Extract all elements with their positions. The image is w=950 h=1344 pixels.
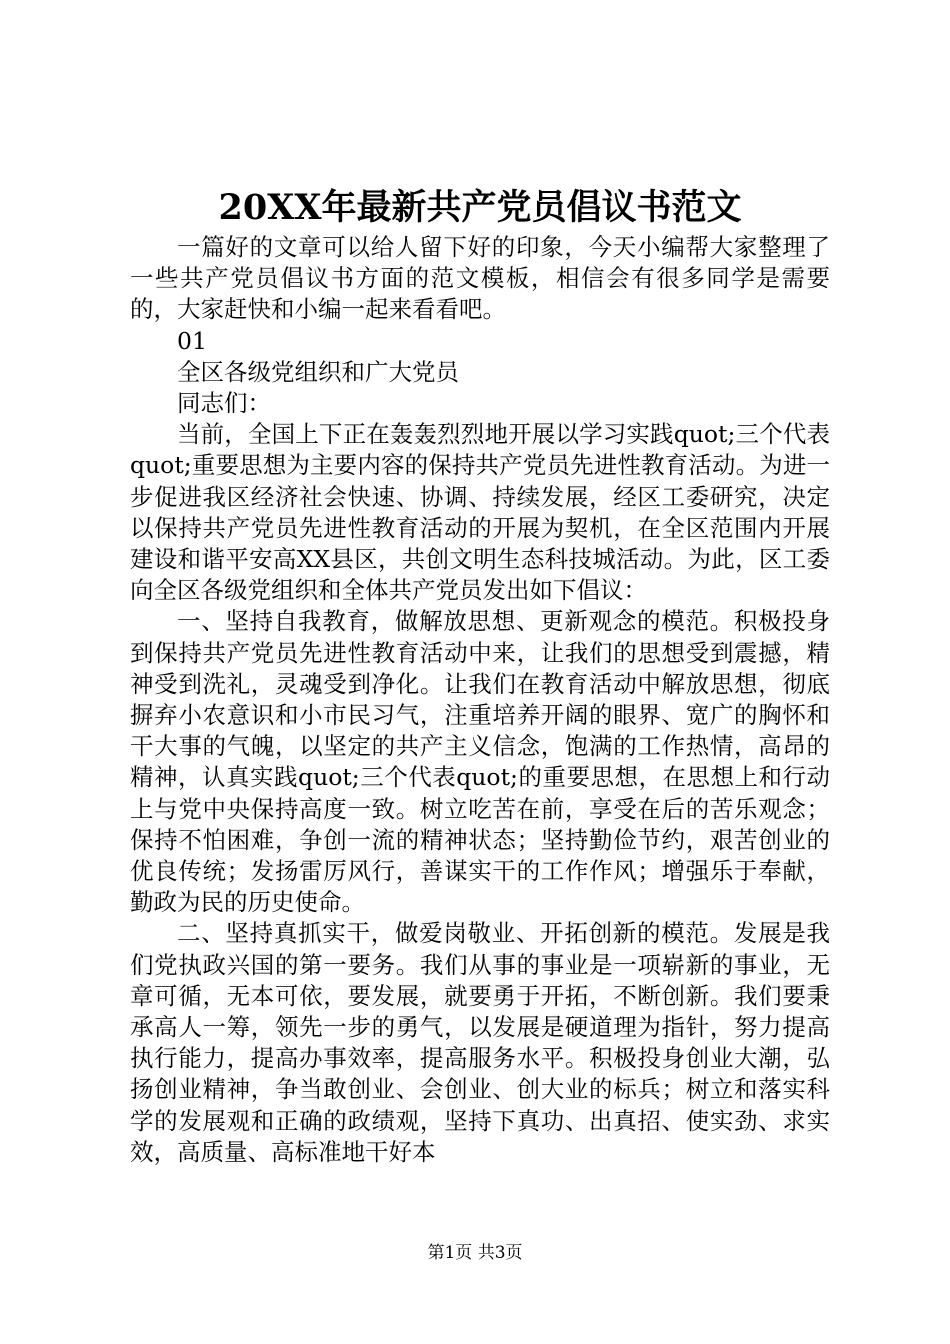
- addressee-line: 全区各级党组织和广大党员: [177, 357, 459, 386]
- intro-paragraph: 一篇好的文章可以给人留下好的印象，今天小编帮大家整理了一些共产党员倡议书方面的范文模板，相信会有很多同学是需要的，大家赶快和小编一起来看看吧。: [130, 233, 830, 324]
- body-paragraph-1: 当前，全国上下正在轰轰烈烈地开展以学习实践quot;三个代表quot;重要思想为主要内容的保持共产党员先进性教育活动。为进一步促进我区经济社会快速、协调、持续发展，经区工委研究，决定以保持共产党员先进性教育活动的开展为契机，在全区范围内开展建设和谐平安高XX县区，共创文明生态科技城活动。为此，区工委向全区各级党组织和全体共产党员发出如下倡议：: [130, 420, 830, 605]
- page-footer: 第1页 共3页: [427, 1243, 523, 1263]
- document-page: [130, 186, 830, 1168]
- document-title: 20XX年最新共产党员倡议书范文: [218, 187, 742, 228]
- body-paragraph-3: 二、坚持真抓实干，做爱岗敬业、开拓创新的模范。发展是我们党执政兴国的第一要务。我们从事的事业是一项崭新的事业，无章可循，无本可依，要发展，就要勇于开拓，不断创新。我们要秉承高人一筹，领先一步的勇气，以发展是硬道理为指针，努力提高执行能力，提高办事效率，提高服务水平。积极投身创业大潮，弘扬创业精神，争当敢创业、会创业、创大业的标兵；树立和落实科学的发展观和正确的政绩观，坚持下真功、出真招、使实劲、求实效，高质量、高标准地干好本: [130, 919, 830, 1166]
- section-number: 01: [177, 326, 207, 355]
- body-paragraph-2: 一、坚持自我教育，做解放思想、更新观念的模范。积极投身到保持共产党员先进性教育活动中来，让我们的思想受到震撼，精神受到洗礼，灵魂受到净化。让我们在教育活动中解放思想，彻底摒弃小农意识和小市民习气，注重培养开阔的眼界、宽广的胸怀和干大事的气魄，以坚定的共产主义信念，饱满的工作热情，高昂的精神，认真实践quot;三个代表quot;的重要思想，在思想上和行动上与党中央保持高度一致。树立吃苦在前，享受在后的苦乐观念；保持不怕困难，争创一流的精神状态；坚持勤俭节约，艰苦创业的优良传统；发扬雷厉风行，善谋实干的工作作风；增强乐于奉献，勤政为民的历史使命。: [130, 607, 830, 917]
- salutation-line: 同志们：: [177, 389, 271, 418]
